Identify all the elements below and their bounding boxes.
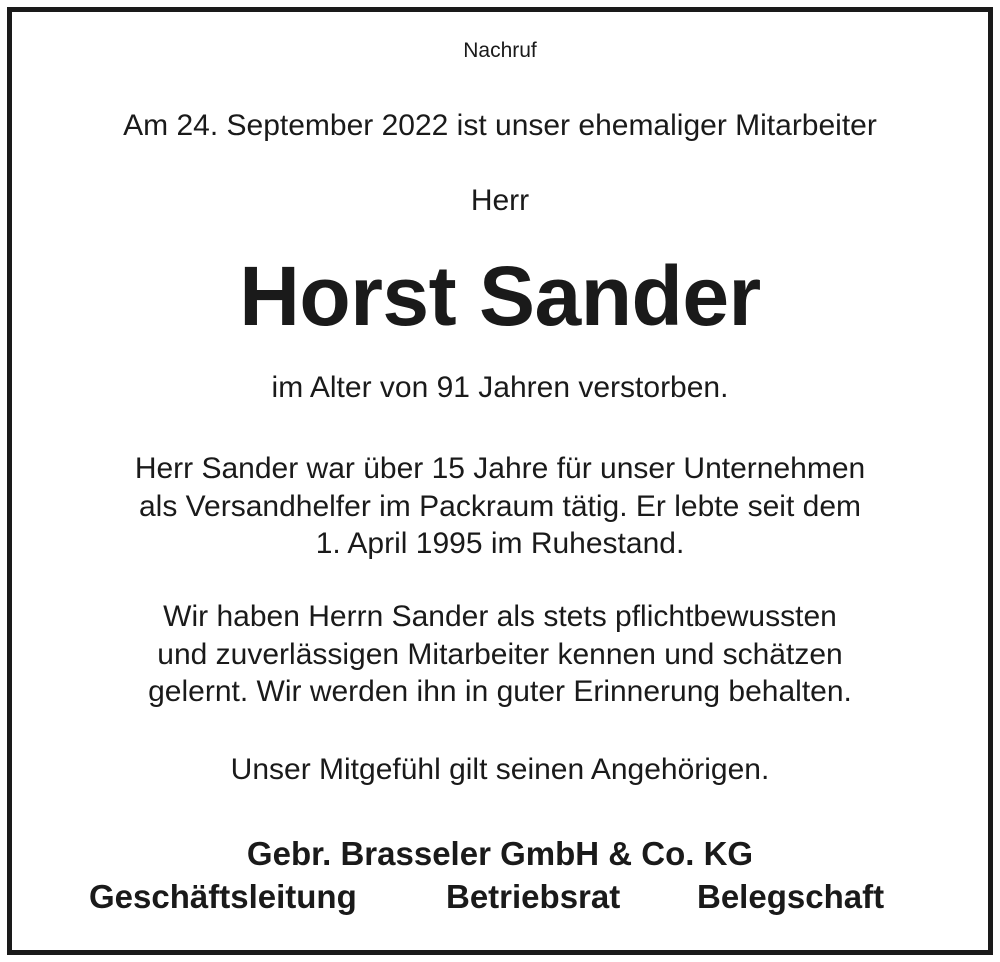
company-name: Gebr. Brasseler GmbH & Co. KG bbox=[246, 835, 754, 872]
deceased-name: Horst Sander bbox=[239, 249, 761, 343]
paragraph2-line1: Wir haben Herrn Sander als stets pflichtbewussten bbox=[163, 600, 837, 633]
signer-staff: Belegschaft bbox=[697, 878, 885, 915]
signer-management: Geschäftsleitung bbox=[89, 878, 357, 915]
paragraph1-line1: Herr Sander war über 15 Jahre für unser Unternehmen bbox=[134, 452, 866, 485]
paragraph2-line2: und zuverlässigen Mitarbeiter kennen und schätzen bbox=[157, 638, 843, 671]
paragraph2-line3: gelernt. Wir werden ihn in guter Erinnerung behalten. bbox=[148, 675, 852, 708]
condolence-line: Unser Mitgefühl gilt seinen Angehörigen. bbox=[230, 753, 770, 786]
intro-line: Am 24. September 2022 ist unser ehemaliger Mitarbeiter bbox=[123, 109, 877, 142]
age-line: im Alter von 91 Jahren verstorben. bbox=[271, 371, 729, 404]
salutation: Herr bbox=[470, 184, 530, 217]
paragraph1-line2: als Versandhelfer im Packraum tätig. Er lebte seit dem bbox=[139, 490, 861, 523]
notice-header: Nachruf bbox=[463, 39, 537, 62]
paragraph1-line3: 1. April 1995 im Ruhestand. bbox=[315, 527, 685, 560]
signer-works-council: Betriebsrat bbox=[446, 878, 621, 915]
